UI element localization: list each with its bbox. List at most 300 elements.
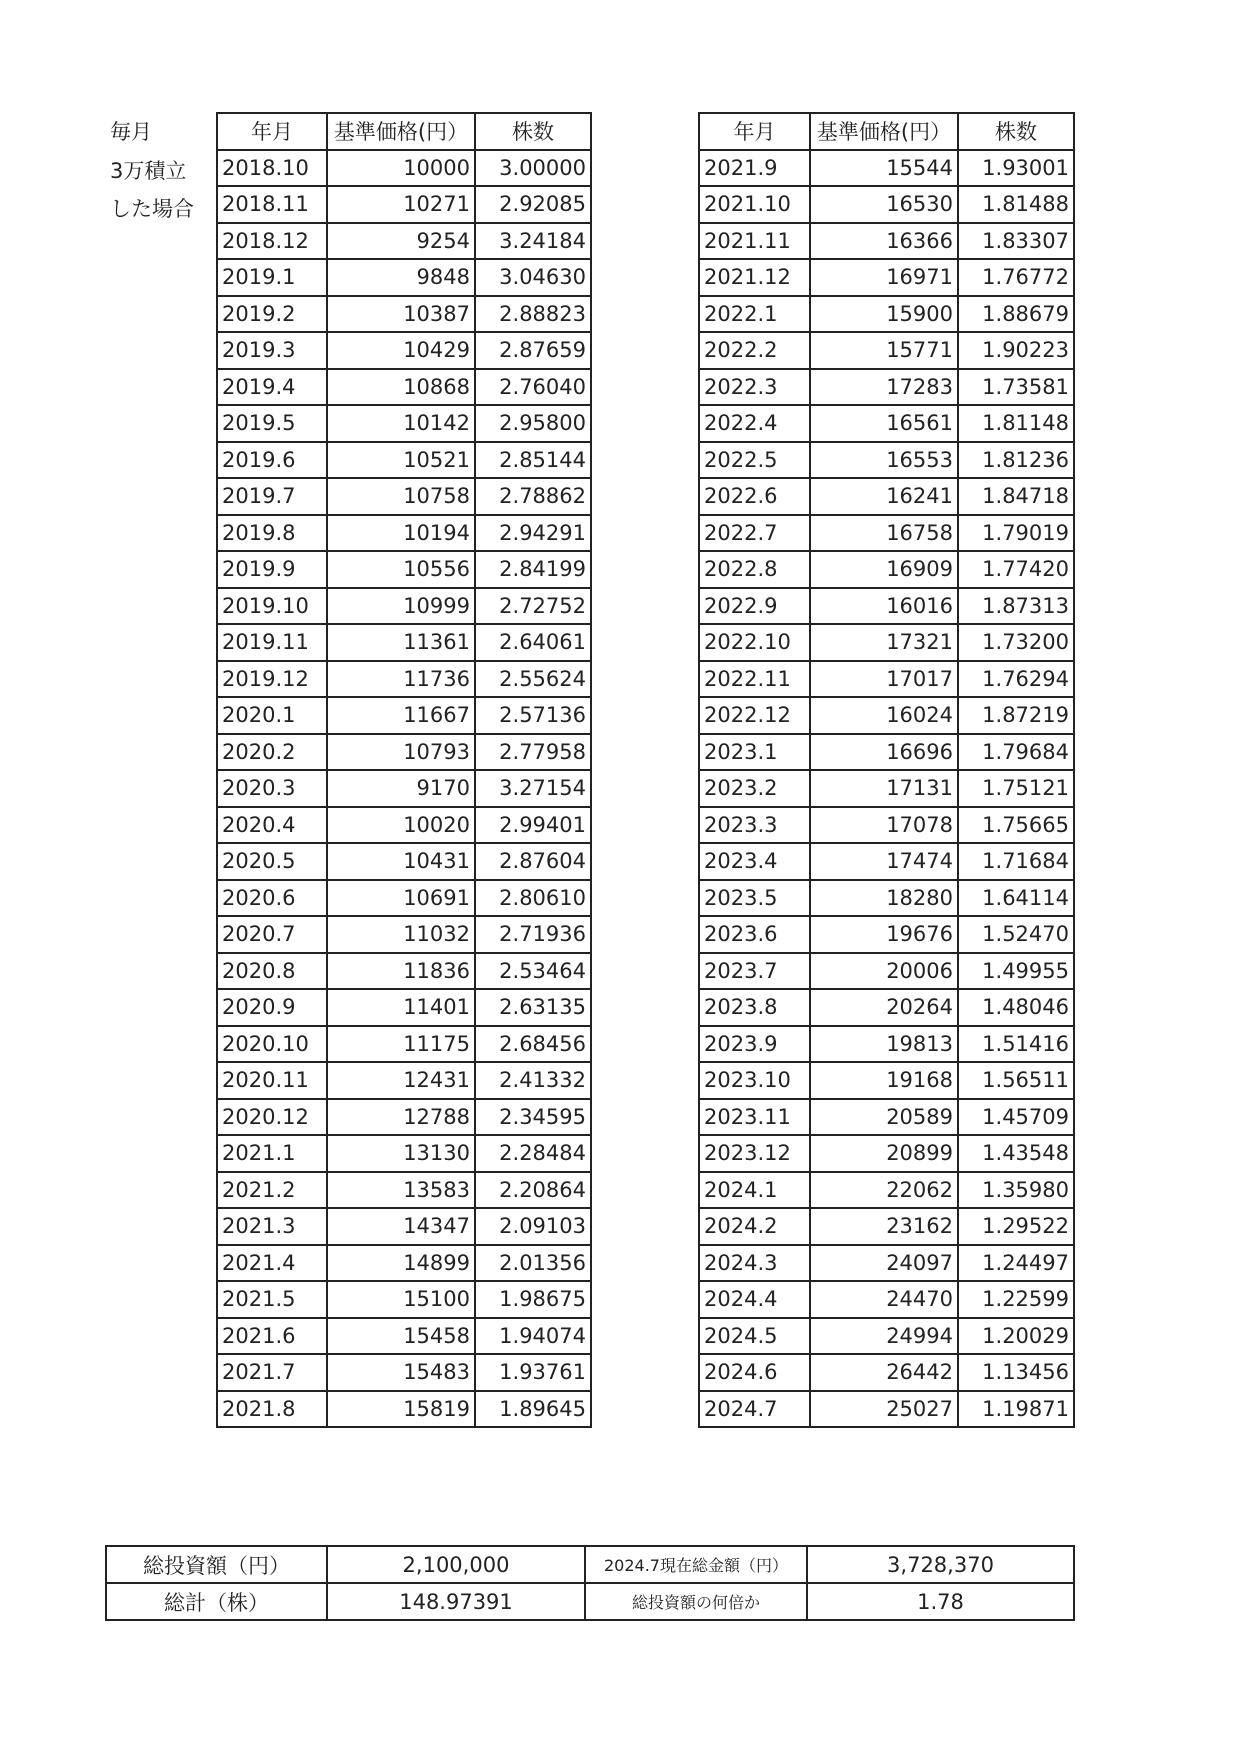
cell-shares: 2.34595 [475, 1099, 591, 1136]
cell-price: 11667 [327, 697, 475, 734]
cell-shares: 1.19871 [958, 1391, 1074, 1428]
cell-month: 2022.1 [699, 296, 810, 333]
header-month: 年月 [699, 113, 810, 150]
cell-price: 24994 [810, 1318, 958, 1355]
cell-price: 10387 [327, 296, 475, 333]
table-row [699, 223, 1074, 260]
cell-month: 2022.2 [699, 332, 810, 369]
cell-month: 2021.1 [217, 1135, 327, 1172]
table-row [217, 843, 591, 880]
cell-month: 2021.10 [699, 186, 810, 223]
table-row [699, 1062, 1074, 1099]
table-row [699, 332, 1074, 369]
cell-shares: 1.29522 [958, 1208, 1074, 1245]
cell-price: 15483 [327, 1354, 475, 1391]
cell-price: 17078 [810, 807, 958, 844]
cell-shares: 1.24497 [958, 1245, 1074, 1282]
summary-table [105, 1545, 1075, 1621]
cell-month: 2024.7 [699, 1391, 810, 1428]
cell-price: 10429 [327, 332, 475, 369]
note-line-3: した場合 [110, 197, 194, 221]
cell-price: 11736 [327, 661, 475, 698]
cell-month: 2024.1 [699, 1172, 810, 1209]
table-row [699, 697, 1074, 734]
table-row [699, 405, 1074, 442]
cell-month: 2024.5 [699, 1318, 810, 1355]
cell-shares: 2.09103 [475, 1208, 591, 1245]
header-shares: 株数 [958, 113, 1074, 150]
cell-shares: 2.92085 [475, 186, 591, 223]
cell-shares: 2.64061 [475, 624, 591, 661]
cell-shares: 2.01356 [475, 1245, 591, 1282]
table-row [699, 1135, 1074, 1172]
table-row [699, 661, 1074, 698]
table-row [699, 989, 1074, 1026]
cell-shares: 1.75121 [958, 770, 1074, 807]
cell-price: 13583 [327, 1172, 475, 1209]
table-row [217, 442, 591, 479]
table-row [699, 588, 1074, 625]
cell-month: 2023.8 [699, 989, 810, 1026]
table-row [217, 1135, 591, 1172]
cell-month: 2022.4 [699, 405, 810, 442]
cell-price: 20264 [810, 989, 958, 1026]
cell-month: 2020.10 [217, 1026, 327, 1063]
cell-month: 2023.1 [699, 734, 810, 771]
cell-price: 20006 [810, 953, 958, 990]
cell-price: 10999 [327, 588, 475, 625]
table-row [699, 953, 1074, 990]
cell-month: 2022.7 [699, 515, 810, 552]
multiple-label: 総投資額の何倍か [585, 1583, 807, 1620]
table-row [217, 1062, 591, 1099]
cell-price: 15819 [327, 1391, 475, 1428]
cell-month: 2020.2 [217, 734, 327, 771]
cell-month: 2023.7 [699, 953, 810, 990]
cell-month: 2023.12 [699, 1135, 810, 1172]
cell-shares: 1.76294 [958, 661, 1074, 698]
cell-shares: 1.73200 [958, 624, 1074, 661]
cell-price: 10142 [327, 405, 475, 442]
cell-shares: 1.52470 [958, 916, 1074, 953]
cell-month: 2022.3 [699, 369, 810, 406]
table-row [699, 259, 1074, 296]
cell-price: 17131 [810, 770, 958, 807]
cell-price: 10691 [327, 880, 475, 917]
table-row [699, 1172, 1074, 1209]
cell-shares: 2.99401 [475, 807, 591, 844]
table-row [699, 296, 1074, 333]
cell-month: 2022.10 [699, 624, 810, 661]
cell-shares: 1.93001 [958, 150, 1074, 187]
table-row [699, 442, 1074, 479]
cell-price: 17283 [810, 369, 958, 406]
cell-shares: 2.88823 [475, 296, 591, 333]
cell-price: 19676 [810, 916, 958, 953]
cell-month: 2024.2 [699, 1208, 810, 1245]
table-row [217, 1391, 591, 1428]
cell-price: 14347 [327, 1208, 475, 1245]
cell-shares: 1.93761 [475, 1354, 591, 1391]
cell-price: 10000 [327, 150, 475, 187]
total-invest-value: 2,100,000 [327, 1546, 585, 1583]
cell-month: 2019.10 [217, 588, 327, 625]
cell-price: 9254 [327, 223, 475, 260]
note-line-2: 3万積立 [110, 158, 187, 183]
cell-shares: 1.51416 [958, 1026, 1074, 1063]
cell-price: 15100 [327, 1281, 475, 1318]
cell-price: 11175 [327, 1026, 475, 1063]
cell-month: 2019.6 [217, 442, 327, 479]
cell-month: 2019.4 [217, 369, 327, 406]
cell-price: 16758 [810, 515, 958, 552]
cell-month: 2020.5 [217, 843, 327, 880]
cell-price: 11361 [327, 624, 475, 661]
table-row [217, 807, 591, 844]
cell-price: 9170 [327, 770, 475, 807]
cell-price: 17017 [810, 661, 958, 698]
cell-shares: 3.04630 [475, 259, 591, 296]
cell-month: 2018.10 [217, 150, 327, 187]
table-row [217, 1099, 591, 1136]
cell-price: 16696 [810, 734, 958, 771]
cell-price: 24097 [810, 1245, 958, 1282]
header-price: 基準価格(円） [327, 113, 475, 150]
cell-price: 23162 [810, 1208, 958, 1245]
cell-month: 2022.12 [699, 697, 810, 734]
cell-shares: 1.81488 [958, 186, 1074, 223]
cell-month: 2020.6 [217, 880, 327, 917]
table-row [699, 1026, 1074, 1063]
cell-price: 10758 [327, 478, 475, 515]
table-row [217, 405, 591, 442]
cell-price: 10521 [327, 442, 475, 479]
table-row [217, 1245, 591, 1282]
cell-month: 2022.11 [699, 661, 810, 698]
cell-price: 19813 [810, 1026, 958, 1063]
table-row [217, 661, 591, 698]
table-row [217, 989, 591, 1026]
current-total-value: 3,728,370 [807, 1546, 1074, 1583]
table-row [217, 916, 591, 953]
cell-month: 2021.5 [217, 1281, 327, 1318]
cell-month: 2021.4 [217, 1245, 327, 1282]
table-row [699, 551, 1074, 588]
cell-month: 2024.4 [699, 1281, 810, 1318]
cell-month: 2022.9 [699, 588, 810, 625]
cell-shares: 2.80610 [475, 880, 591, 917]
cell-price: 25027 [810, 1391, 958, 1428]
table-row [217, 150, 591, 187]
cell-shares: 1.88679 [958, 296, 1074, 333]
table-row [217, 1172, 591, 1209]
cell-month: 2019.11 [217, 624, 327, 661]
cell-month: 2019.7 [217, 478, 327, 515]
cell-shares: 1.87219 [958, 697, 1074, 734]
table-row [217, 953, 591, 990]
cell-shares: 2.53464 [475, 953, 591, 990]
cell-month: 2019.1 [217, 259, 327, 296]
investment-note [110, 113, 194, 229]
cell-shares: 2.41332 [475, 1062, 591, 1099]
cell-month: 2020.9 [217, 989, 327, 1026]
cell-month: 2024.3 [699, 1245, 810, 1282]
multiple-value: 1.78 [807, 1583, 1074, 1620]
price-table-left-body [217, 150, 591, 1428]
cell-shares: 2.72752 [475, 588, 591, 625]
cell-month: 2021.7 [217, 1354, 327, 1391]
current-total-label: 2024.7現在総金額（円） [585, 1546, 807, 1583]
cell-shares: 2.71936 [475, 916, 591, 953]
cell-shares: 2.68456 [475, 1026, 591, 1063]
cell-price: 10793 [327, 734, 475, 771]
cell-month: 2018.11 [217, 186, 327, 223]
cell-shares: 2.20864 [475, 1172, 591, 1209]
cell-shares: 1.56511 [958, 1062, 1074, 1099]
table-row [699, 916, 1074, 953]
cell-shares: 1.94074 [475, 1318, 591, 1355]
table-header-row [699, 113, 1074, 150]
cell-month: 2019.5 [217, 405, 327, 442]
total-shares-value: 148.97391 [327, 1583, 585, 1620]
cell-month: 2019.12 [217, 661, 327, 698]
cell-shares: 2.94291 [475, 515, 591, 552]
table-row [699, 150, 1074, 187]
cell-month: 2021.3 [217, 1208, 327, 1245]
cell-month: 2021.2 [217, 1172, 327, 1209]
cell-shares: 1.81148 [958, 405, 1074, 442]
cell-price: 10556 [327, 551, 475, 588]
cell-month: 2020.11 [217, 1062, 327, 1099]
cell-shares: 1.77420 [958, 551, 1074, 588]
cell-price: 17474 [810, 843, 958, 880]
table-row [699, 515, 1074, 552]
cell-price: 10868 [327, 369, 475, 406]
table-row [699, 369, 1074, 406]
cell-shares: 2.84199 [475, 551, 591, 588]
note-line-1: 毎月 [110, 120, 152, 144]
cell-shares: 3.27154 [475, 770, 591, 807]
table-row [699, 1354, 1074, 1391]
cell-shares: 1.79019 [958, 515, 1074, 552]
cell-month: 2022.5 [699, 442, 810, 479]
cell-price: 9848 [327, 259, 475, 296]
cell-shares: 1.45709 [958, 1099, 1074, 1136]
price-table-right [698, 112, 1075, 1428]
cell-price: 15458 [327, 1318, 475, 1355]
table-row [217, 259, 591, 296]
table-row [699, 1391, 1074, 1428]
table-row [217, 515, 591, 552]
cell-month: 2021.8 [217, 1391, 327, 1428]
table-row [699, 807, 1074, 844]
cell-shares: 2.57136 [475, 697, 591, 734]
table-header-row [217, 113, 591, 150]
table-row [217, 186, 591, 223]
cell-price: 16241 [810, 478, 958, 515]
cell-month: 2023.10 [699, 1062, 810, 1099]
cell-price: 13130 [327, 1135, 475, 1172]
table-row [699, 1318, 1074, 1355]
price-table-left [216, 112, 592, 1428]
table-row [699, 1099, 1074, 1136]
cell-shares: 1.20029 [958, 1318, 1074, 1355]
cell-price: 16909 [810, 551, 958, 588]
cell-price: 10431 [327, 843, 475, 880]
table-row [217, 551, 591, 588]
cell-shares: 3.00000 [475, 150, 591, 187]
table-row [217, 478, 591, 515]
cell-shares: 2.78862 [475, 478, 591, 515]
cell-shares: 1.75665 [958, 807, 1074, 844]
table-row [217, 880, 591, 917]
cell-price: 11836 [327, 953, 475, 990]
cell-price: 22062 [810, 1172, 958, 1209]
cell-shares: 1.90223 [958, 332, 1074, 369]
cell-price: 16024 [810, 697, 958, 734]
table-row [217, 734, 591, 771]
cell-shares: 2.87604 [475, 843, 591, 880]
cell-month: 2023.3 [699, 807, 810, 844]
table-row [217, 697, 591, 734]
table-row [699, 880, 1074, 917]
cell-month: 2019.3 [217, 332, 327, 369]
cell-month: 2019.8 [217, 515, 327, 552]
table-row [217, 1281, 591, 1318]
cell-shares: 2.85144 [475, 442, 591, 479]
cell-shares: 1.35980 [958, 1172, 1074, 1209]
table-row [217, 1026, 591, 1063]
table-row [699, 478, 1074, 515]
cell-shares: 1.89645 [475, 1391, 591, 1428]
table-row [699, 843, 1074, 880]
cell-month: 2023.9 [699, 1026, 810, 1063]
cell-price: 17321 [810, 624, 958, 661]
cell-month: 2020.4 [217, 807, 327, 844]
cell-month: 2020.3 [217, 770, 327, 807]
header-month: 年月 [217, 113, 327, 150]
cell-month: 2023.5 [699, 880, 810, 917]
table-row [699, 624, 1074, 661]
cell-price: 20589 [810, 1099, 958, 1136]
cell-price: 18280 [810, 880, 958, 917]
cell-shares: 2.63135 [475, 989, 591, 1026]
cell-shares: 1.79684 [958, 734, 1074, 771]
table-row [217, 1208, 591, 1245]
cell-shares: 1.48046 [958, 989, 1074, 1026]
cell-price: 15900 [810, 296, 958, 333]
cell-price: 16530 [810, 186, 958, 223]
cell-shares: 1.22599 [958, 1281, 1074, 1318]
total-invest-label: 総投資額（円） [106, 1546, 327, 1583]
table-row [217, 223, 591, 260]
cell-month: 2020.8 [217, 953, 327, 990]
table-row [217, 296, 591, 333]
cell-month: 2022.8 [699, 551, 810, 588]
cell-price: 14899 [327, 1245, 475, 1282]
cell-shares: 1.64114 [958, 880, 1074, 917]
table-row [217, 369, 591, 406]
cell-price: 16561 [810, 405, 958, 442]
summary-row [106, 1583, 1074, 1620]
cell-price: 24470 [810, 1281, 958, 1318]
cell-month: 2021.11 [699, 223, 810, 260]
table-row [699, 1281, 1074, 1318]
cell-price: 19168 [810, 1062, 958, 1099]
cell-month: 2019.9 [217, 551, 327, 588]
cell-price: 11401 [327, 989, 475, 1026]
cell-price: 15544 [810, 150, 958, 187]
cell-month: 2023.6 [699, 916, 810, 953]
cell-shares: 1.13456 [958, 1354, 1074, 1391]
table-row [699, 734, 1074, 771]
cell-shares: 1.83307 [958, 223, 1074, 260]
cell-shares: 1.76772 [958, 259, 1074, 296]
cell-month: 2020.1 [217, 697, 327, 734]
price-table-right-body [699, 150, 1074, 1428]
header-shares: 株数 [475, 113, 591, 150]
cell-price: 16553 [810, 442, 958, 479]
cell-shares: 1.49955 [958, 953, 1074, 990]
cell-shares: 2.76040 [475, 369, 591, 406]
cell-month: 2022.6 [699, 478, 810, 515]
table-row [217, 332, 591, 369]
cell-price: 11032 [327, 916, 475, 953]
cell-shares: 3.24184 [475, 223, 591, 260]
cell-price: 16016 [810, 588, 958, 625]
cell-month: 2023.11 [699, 1099, 810, 1136]
cell-shares: 2.95800 [475, 405, 591, 442]
cell-price: 16971 [810, 259, 958, 296]
cell-shares: 1.87313 [958, 588, 1074, 625]
cell-shares: 2.28484 [475, 1135, 591, 1172]
cell-price: 15771 [810, 332, 958, 369]
cell-price: 16366 [810, 223, 958, 260]
cell-month: 2023.4 [699, 843, 810, 880]
cell-price: 10194 [327, 515, 475, 552]
cell-shares: 2.77958 [475, 734, 591, 771]
cell-price: 12788 [327, 1099, 475, 1136]
table-row [699, 1245, 1074, 1282]
cell-shares: 2.87659 [475, 332, 591, 369]
cell-shares: 1.71684 [958, 843, 1074, 880]
cell-month: 2021.6 [217, 1318, 327, 1355]
table-row [699, 186, 1074, 223]
cell-shares: 1.81236 [958, 442, 1074, 479]
table-row [217, 1354, 591, 1391]
cell-shares: 2.55624 [475, 661, 591, 698]
cell-month: 2019.2 [217, 296, 327, 333]
cell-price: 10020 [327, 807, 475, 844]
cell-price: 26442 [810, 1354, 958, 1391]
cell-shares: 1.98675 [475, 1281, 591, 1318]
cell-shares: 1.84718 [958, 478, 1074, 515]
cell-price: 20899 [810, 1135, 958, 1172]
cell-month: 2020.12 [217, 1099, 327, 1136]
header-price: 基準価格(円） [810, 113, 958, 150]
table-row [217, 588, 591, 625]
cell-price: 12431 [327, 1062, 475, 1099]
cell-shares: 1.43548 [958, 1135, 1074, 1172]
summary-row [106, 1546, 1074, 1583]
table-row [217, 1318, 591, 1355]
cell-shares: 1.73581 [958, 369, 1074, 406]
cell-month: 2020.7 [217, 916, 327, 953]
cell-price: 10271 [327, 186, 475, 223]
cell-month: 2021.9 [699, 150, 810, 187]
cell-month: 2021.12 [699, 259, 810, 296]
table-row [217, 624, 591, 661]
